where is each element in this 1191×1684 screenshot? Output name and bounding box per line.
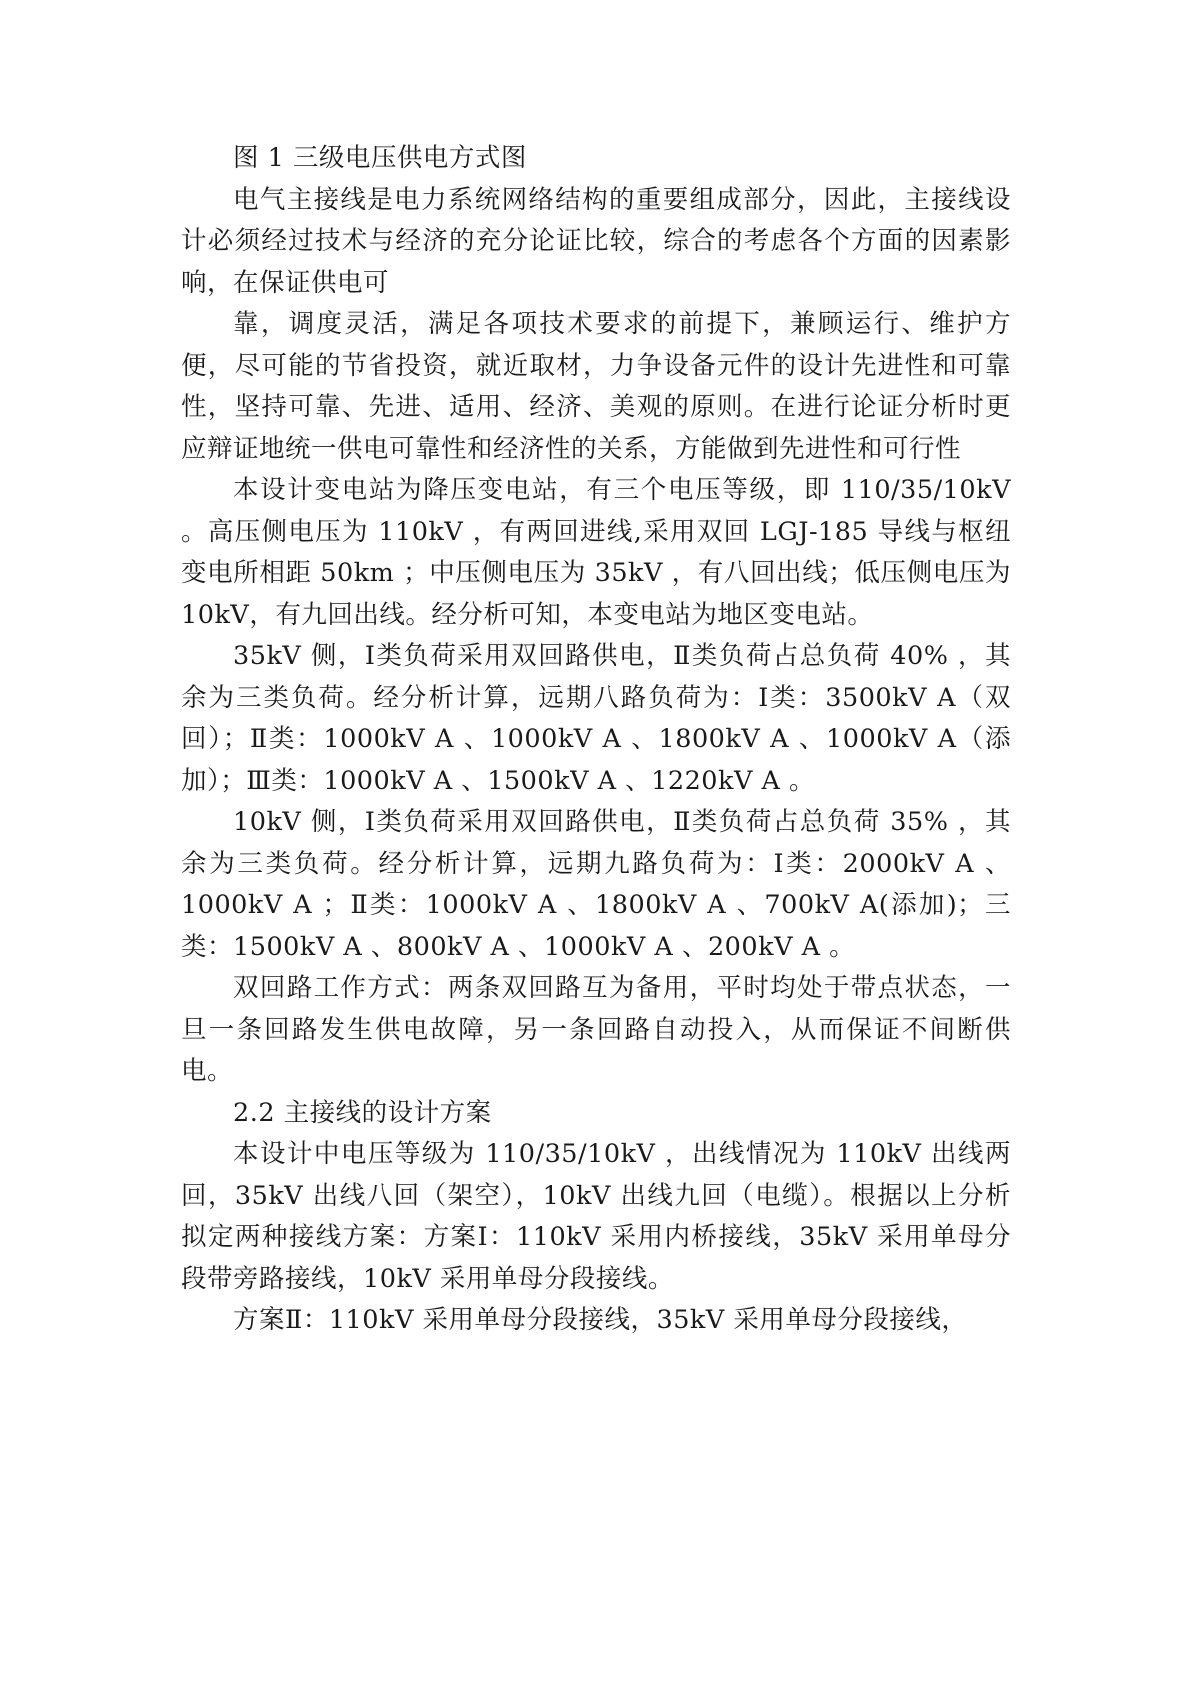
paragraph-wiring-schemes: 本设计中电压等级为 110/35/10kV ，出线情况为 110kV 出线两回，35kV 出线八回（架空），10kV 出线九回（电缆）。根据以上分析拟定两种接线方案：方案Ⅰ：110kV 采用内桥接线，35kV 采用单母分段带旁路接线，10kV 采用单母分段接线。: [181, 1139, 1011, 1294]
paragraph-scheme-two: 方案Ⅱ：110kV 采用单母分段接线，35kV 采用单母分段接线，: [233, 1305, 968, 1335]
paragraph-35kv-loads: 35kV 侧，Ⅰ类负荷采用双回路供电，Ⅱ类负荷占总负荷 40% ，其余为三类负荷。经分析计算，远期八路负荷为：Ⅰ类：3500kV A（双回）；Ⅱ类：1000kV A 、1000kV A 、1800kV A 、1000kV A（添加）；Ⅲ类：1000kV A 、1500kV A 、1220kV A 。: [181, 641, 1011, 796]
section-heading: 2.2 主接线的设计方案: [233, 1097, 492, 1128]
figure-caption: 图 1 三级电压供电方式图: [233, 143, 527, 173]
paragraph-dual-circuit-mode: 双回路工作方式：两条双回路互为备用，平时均处于带点状态，一旦一条回路发生供电故障，另一条回路自动投入，从而保证不间断供电。: [181, 973, 1011, 1086]
paragraph-main-wiring-intro: 电气主接线是电力系统网络结构的重要组成部分，因此，主接线设计必须经过技术与经济的充分论证比较，综合的考虑各个方面的因素影响，在保证供电可: [181, 184, 1011, 298]
paragraph-design-principles: 靠，调度灵活，满足各项技术要求的前提下，兼顾运行、维护方便，尽可能的节省投资，就近取材，力争设备元件的设计先进性和可靠性，坚持可靠、先进、适用、经济、美观的原则。在进行论证分析时更应辩证地统一供电可靠性和经济性的关系，方能做到先进性和可行性: [181, 309, 1011, 464]
paragraph-substation-overview: 本设计变电站为降压变电站，有三个电压等级，即 110/35/10kV 。高压侧电压为 110kV ，有两回进线,采用双回 LGJ-185 导线与枢纽变电所相距 50km ；中压侧电压为 35kV ，有八回出线；低压侧电压为 10kV，有九回出线。经分析可知，本变电站为地区变电站。: [181, 475, 1011, 630]
document-page: [181, 138, 1011, 1342]
paragraph-10kv-loads: 10kV 侧，Ⅰ类负荷采用双回路供电，Ⅱ类负荷占总负荷 35% ，其余为三类负荷。经分析计算，远期九路负荷为：Ⅰ类：2000kV A 、1000kV A ；Ⅱ类：1000kV A 、1800kV A 、700kV A(添加)；三类：1500kV A 、800kV A 、1000kV A 、200kV A 。: [181, 807, 1011, 962]
